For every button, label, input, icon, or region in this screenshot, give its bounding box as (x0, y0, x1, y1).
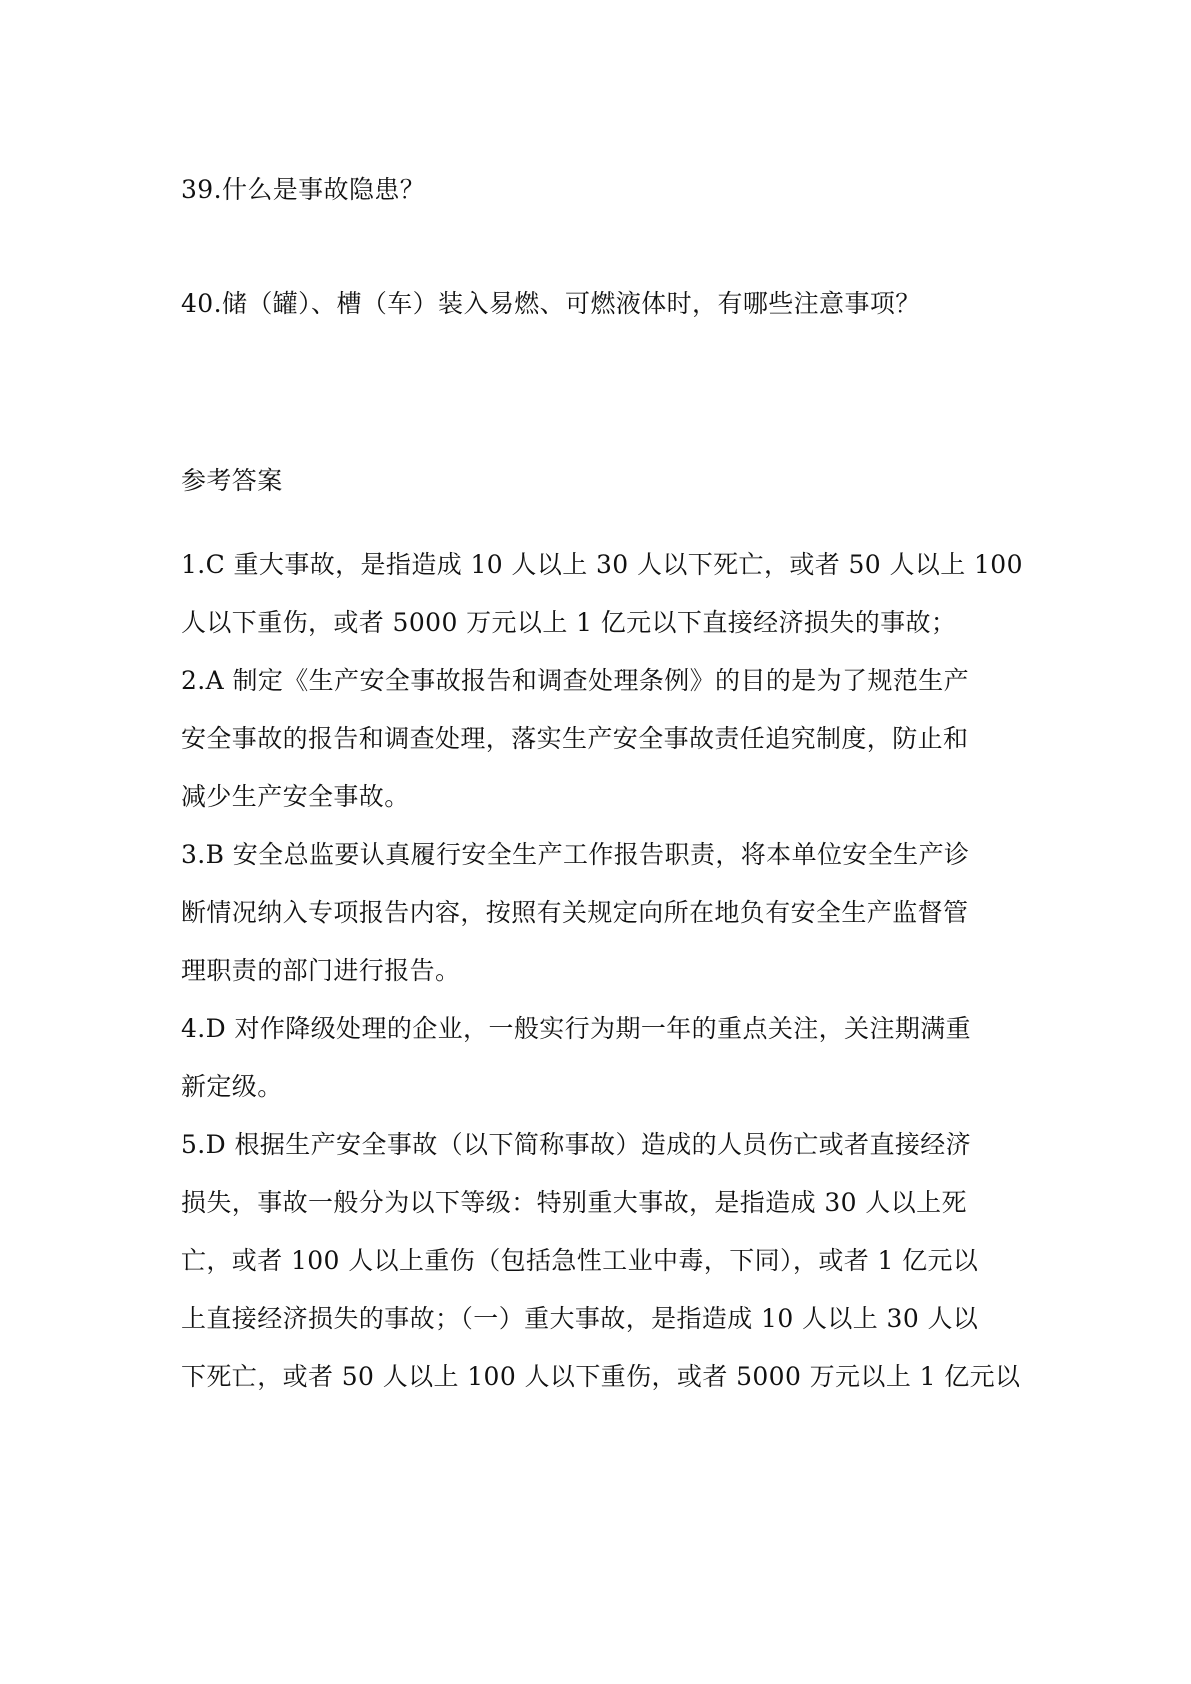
answers-heading: 参考答案 (181, 466, 283, 495)
answer-line: 安全事故的报告和调查处理，落实生产安全事故责任追究制度，防止和 (181, 724, 969, 753)
answer-line: 断情况纳入专项报告内容，按照有关规定向所在地负有安全生产监督管 (181, 898, 969, 927)
answer-line: 下死亡，或者 50 人以上 100 人以下重伤，或者 5000 万元以上 1 亿元以 (181, 1362, 1021, 1391)
answer-line: 3.B 安全总监要认真履行安全生产工作报告职责，将本单位安全生产诊 (181, 840, 970, 869)
answer-line: 减少生产安全事故。 (181, 782, 410, 811)
answer-line: 人以下重伤，或者 5000 万元以上 1 亿元以下直接经济损失的事故； (181, 608, 957, 637)
answer-line: 上直接经济损失的事故；（一）重大事故，是指造成 10 人以上 30 人以 (181, 1304, 979, 1333)
answer-line: 新定级。 (181, 1072, 283, 1101)
answer-line: 5.D 根据生产安全事故（以下简称事故）造成的人员伤亡或者直接经济 (181, 1130, 972, 1159)
question-39: 39.什么是事故隐患？ (181, 175, 426, 204)
answer-line: 理职责的部门进行报告。 (181, 956, 461, 985)
question-40: 40.储（罐）、槽（车）装入易燃、可燃液体时，有哪些注意事项？ (181, 289, 921, 318)
answer-line: 4.D 对作降级处理的企业，一般实行为期一年的重点关注，关注期满重 (181, 1014, 972, 1043)
answer-line: 2.A 制定《生产安全事故报告和调查处理条例》的目的是为了规范生产 (181, 666, 970, 695)
answer-line: 亡，或者 100 人以上重伤（包括急性工业中毒，下同），或者 1 亿元以 (181, 1246, 979, 1275)
answer-line: 损失，事故一般分为以下等级：特别重大事故，是指造成 30 人以上死 (181, 1188, 967, 1217)
answer-line: 1.C 重大事故，是指造成 10 人以上 30 人以下死亡，或者 50 人以上 100 (181, 550, 1023, 579)
